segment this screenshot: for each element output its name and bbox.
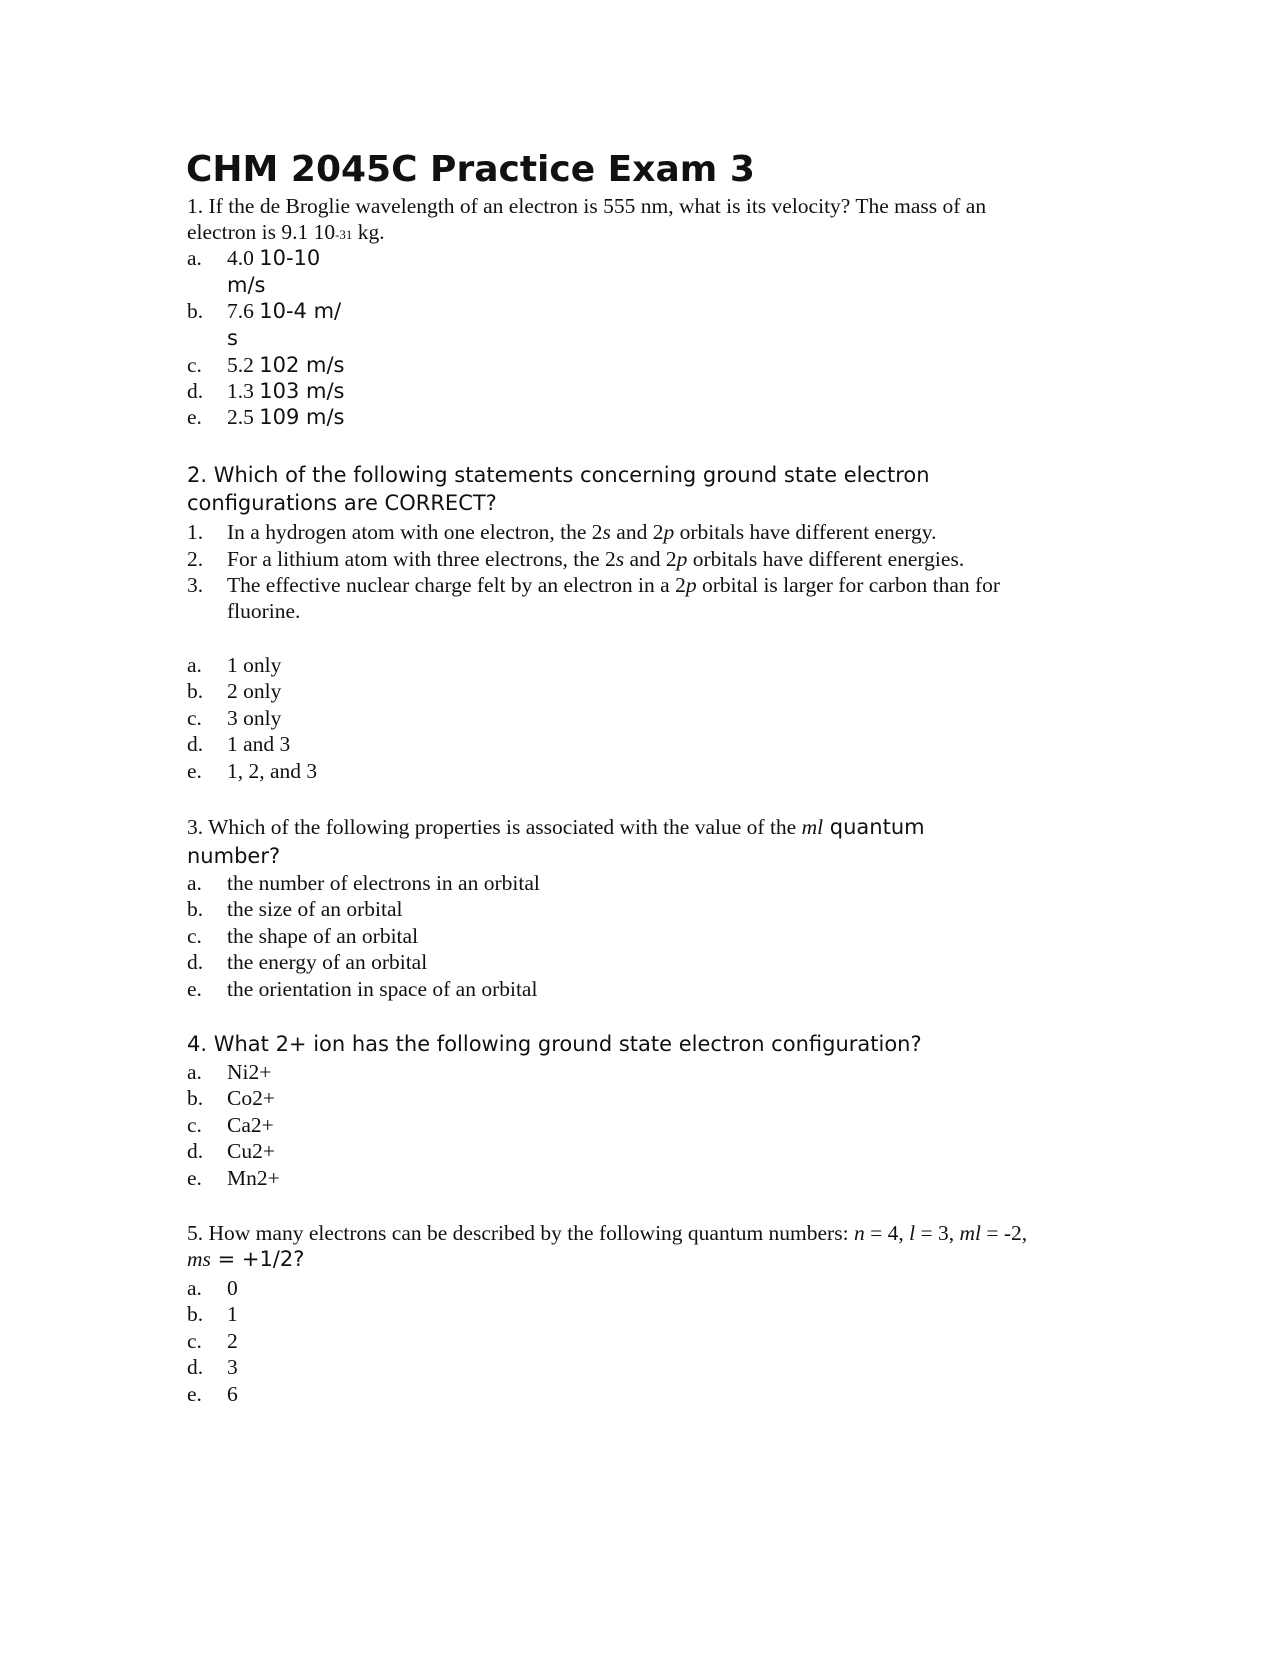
option-label: d. [187,1355,204,1380]
q5-v1: = 4, [864,1221,910,1245]
answer-option [187,678,281,704]
option-value-cont: 103 m/s [259,379,345,403]
answer-option [187,758,317,784]
question-1-text: 1. If the de Broglie wavelength of an electron is 555 nm, what is its velocity? The mass of an [187,194,987,218]
statement-text: orbitals have different energies. [687,547,965,571]
answer-option [187,652,281,678]
statement-number: 1. [187,520,204,544]
option-text: 3 only [227,705,282,730]
q5-v2: = 3, [915,1221,960,1245]
statement-orbital: s [602,520,611,544]
statement [187,546,964,572]
statement [187,572,1000,598]
option-label: a. [187,871,202,895]
answer-option [187,976,537,1002]
question-2-text-cont: configurations are CORRECT? [187,491,497,515]
option-label: c. [187,1112,202,1137]
q3-ml: ml [801,815,824,839]
option-text: the energy of an orbital [227,950,428,975]
question-2-text: 2. Which of the following statements concerning ground state electron [187,463,930,487]
question-5-text-cont [187,1246,304,1272]
statement-orbital: p [685,573,697,597]
answer-option [187,1275,238,1301]
option-value: 2.5 [227,405,254,429]
option-text: the size of an orbital [227,897,403,922]
statement-number: 3. [187,573,204,597]
option-label: b. [187,299,204,323]
answer-option [187,378,344,404]
option-text: Ni2+ [227,1060,272,1084]
option-label: e. [187,758,202,783]
option-text: the number of electrons in an orbital [227,871,540,895]
option-label: a. [187,246,202,270]
q1-exponent: -31 [335,227,353,242]
option-label: a. [187,1276,202,1300]
option-label: c. [187,705,202,730]
option-label: e. [187,976,202,1001]
option-text: Cu2+ [227,1139,275,1164]
answer-option [187,705,281,731]
answer-option [187,731,290,757]
option-label: b. [187,1086,204,1111]
statement-orbital: p [676,547,688,571]
answer-option [187,1085,275,1111]
statement-wrap: fluorine. [227,599,301,623]
answer-option [187,1165,280,1191]
option-value: 7.6 [227,299,254,323]
option-label: a. [187,1060,202,1084]
q5-ml: ml [959,1221,981,1245]
q5-text: 5. How many electrons can be described by the following quantum numbers: [187,1221,854,1245]
option-value-cont: 109 m/s [259,405,345,429]
statement [187,519,937,545]
q1-text-end: kg. [352,220,385,244]
question-3-text [187,814,925,840]
option-wrap: s [227,326,238,350]
answer-option [187,949,427,975]
option-text: the shape of an orbital [227,923,419,948]
answer-option [187,404,344,430]
answer-option [187,896,403,922]
option-text: 1 and 3 [227,732,291,757]
option-label: e. [187,405,202,429]
question-3-text-cont: number? [187,844,281,868]
option-text: Mn2+ [227,1165,280,1190]
answer-option [187,352,344,378]
option-text: 1 only [227,653,282,677]
option-label: c. [187,353,202,377]
q5-l: l [909,1221,916,1245]
question-1-text-cont [187,219,385,248]
answer-option [187,1138,275,1164]
answer-option [187,1059,271,1085]
answer-option [187,1381,238,1407]
statement-text: The effective nuclear charge felt by an electron in a 2 [227,573,686,597]
option-label: c. [187,923,202,948]
statement-text: orbitals have different energy. [674,520,937,544]
answer-option [187,870,540,896]
option-value: 4.0 [227,246,254,270]
statement-text: orbital is larger for carbon than for [696,573,1001,597]
option-label: c. [187,1328,202,1353]
answer-option [187,1354,238,1380]
option-label: d. [187,1139,204,1164]
option-text: 2 only [227,679,282,704]
statement-orbital: p [663,520,675,544]
option-text: 1, 2, and 3 [227,758,318,783]
option-label: d. [187,732,204,757]
option-value: 1.3 [227,379,254,403]
answer-option [187,1112,274,1138]
q5-ms: ms [187,1247,211,1271]
statement-text: and 2 [610,520,664,544]
answer-option [187,923,418,949]
option-value-cont: 10-4 m/ [259,299,342,323]
option-text: 1 [227,1302,238,1327]
statement-orbital: s [615,547,625,571]
statement-text: and 2 [624,547,677,571]
option-label: d. [187,950,204,975]
option-label: a. [187,653,202,677]
page-title: CHM 2045C Practice Exam 3 [186,149,755,190]
option-label: b. [187,1302,204,1327]
statement-number: 2. [187,547,204,571]
answer-option [187,1301,238,1327]
option-label: e. [187,1165,202,1190]
q3-text-end: quantum [823,815,925,839]
option-text: 2 [227,1328,238,1353]
q3-text: 3. Which of the following properties is associated with the value of the [187,815,802,839]
answer-option [187,298,341,324]
option-label: d. [187,379,204,403]
q1-text: electron is 9.1 10 [187,220,336,244]
option-label: e. [187,1381,202,1406]
answer-option [187,1328,238,1354]
option-value-cont: 10-10 [259,246,321,270]
option-text: 3 [227,1355,238,1380]
option-text: Ca2+ [227,1112,274,1137]
option-text: the orientation in space of an orbital [227,976,538,1001]
q5-v4: = +1/2? [210,1247,305,1271]
q5-v3: = -2, [980,1221,1028,1245]
option-label: b. [187,897,204,922]
question-5-text [187,1220,1027,1246]
option-text: Co2+ [227,1086,275,1111]
question-4-text: 4. What 2+ ion has the following ground state electron configuration? [187,1032,922,1056]
q5-n: n [853,1221,865,1245]
answer-option [187,245,320,271]
option-wrap: m/s [227,273,266,297]
option-text: 0 [227,1276,238,1300]
statement-text: In a hydrogen atom with one electron, the 2 [227,520,603,544]
option-value: 5.2 [227,353,254,377]
option-text: 6 [227,1381,238,1406]
statement-text: For a lithium atom with three electrons, the 2 [227,547,616,571]
option-value-cont: 102 m/s [259,353,345,377]
option-label: b. [187,679,204,704]
